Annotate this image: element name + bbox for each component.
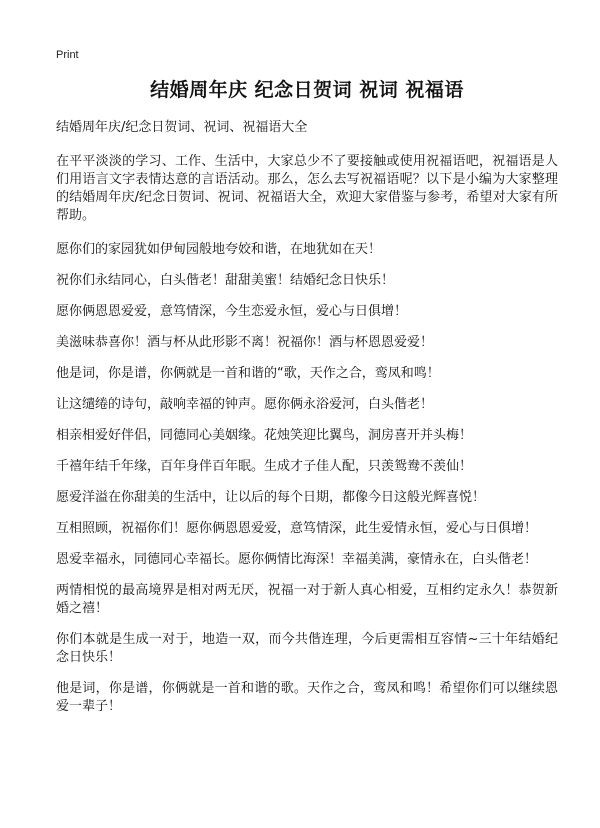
wish-paragraph: 美滋味恭喜你！酒与杯从此形影不离！祝福你！酒与杯恩恩爱爱！ <box>56 335 434 350</box>
page-title: 结婚周年庆 纪念日贺词 祝词 祝福语 <box>150 79 464 101</box>
wish-paragraph: 让这缱绻的诗句，敲响幸福的钟声。愿你俩永浴爱河，白头偕老！ <box>56 397 434 412</box>
wish-paragraph: 互相照顾，祝福你们！愿你俩恩恩爱爱，意笃情深，此生爱情永恒，爱心与日俱增！ <box>56 521 538 536</box>
print-link[interactable]: Print <box>56 49 79 61</box>
wish-paragraph: 祝你们永结同心，白头偕老！甜甜美蜜！结婚纪念日快乐！ <box>56 273 395 288</box>
wish-paragraph: 千禧年结千年缘，百年身伴百年眠。生成才子佳人配，只羡鸳鸯不羡仙！ <box>56 459 473 474</box>
intro-paragraph: 在平平淡淡的学习、工作、生活中，大家总少不了要接触或使用祝福语吧，祝福语是人们用语言文字表情达意的言语活动。那么，怎么去写祝福语呢？以下是小编为大家整理的结婚周年庆/纪念日贺词、祝词、祝福语大全，欢迎大家借鉴与参考，希望对大家有所帮助。 <box>56 154 558 223</box>
page-subtitle: 结婚周年庆/纪念日贺词、祝词、祝福语大全 <box>56 120 308 135</box>
wish-paragraph: 恩爱幸福永，同德同心幸福长。愿你俩情比海深！幸福美满，豪情永在，白头偕老！ <box>56 552 538 567</box>
wish-paragraph: 愿你们的家园犹如伊甸园般地夸姣和谐，在地犹如在天！ <box>56 242 382 257</box>
wish-paragraph: 两情相悦的最高境界是相对两无厌，祝福一对于新人真心相爱，互相约定永久！恭贺新婚之禧！ <box>56 583 558 616</box>
wish-paragraph: 他是词，你是谱，你俩就是一首和谐的“歌，天作之合，鸾凤和鸣！ <box>56 366 440 381</box>
wish-paragraph: 愿你俩恩恩爱爱，意笃情深，今生恋爱永恒，爱心与日俱增！ <box>56 304 408 319</box>
wish-paragraph: 愿爱洋溢在你甜美的生活中，让以后的每个日期，都像今日这般光辉喜悦！ <box>56 490 486 505</box>
wish-paragraph: 他是词，你是谱，你俩就是一首和谐的歌。天作之合，鸾凤和鸣！希望你们可以继续恩爱一辈子！ <box>56 681 558 714</box>
wish-list <box>56 241 558 716</box>
wish-paragraph: 你们本就是生成一对于，地造一双，而今共偕连理，今后更需相互容情~三十年结婚纪念日快乐！ <box>56 632 558 665</box>
wish-paragraph: 相亲相爱好伴侣，同德同心美姻缘。花烛笑迎比翼鸟，洞房喜开并头梅！ <box>56 428 473 443</box>
